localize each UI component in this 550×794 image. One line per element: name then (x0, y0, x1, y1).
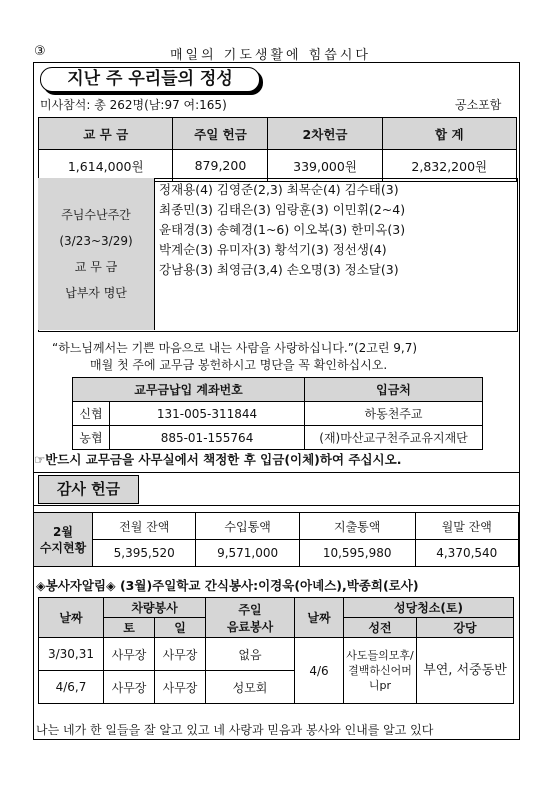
offering-header: 2차헌금 (268, 118, 382, 150)
offering-value: 339,000원 (268, 150, 382, 182)
attendance-text: 미사참석: 총 262명(남:97 여:165) (40, 98, 227, 112)
vol-date: 3/30,31 (39, 638, 104, 671)
vol-header-sun: 일 (155, 618, 206, 638)
supporters-label (38, 178, 155, 330)
payment-note: ☞반드시 교무금을 사무실에서 책정한 후 입금(이체)하여 주십시오. (34, 452, 402, 467)
supporter-name-line: 윤태경(3) 송혜경(1~6) 이오복(3) 한미옥(3) (159, 222, 406, 237)
offering-header: 주일 헌금 (173, 118, 268, 150)
vol-header-hall: 강당 (417, 618, 514, 638)
vol-header-drink (206, 598, 295, 638)
finance-month: 2월 (53, 524, 73, 539)
account-holder: 하동천주교 (305, 402, 483, 426)
account-number: 131-005-311844 (110, 402, 305, 426)
account-header: 교무금납입 계좌번호 (73, 378, 305, 402)
finance-value: 9,571,000 (196, 540, 299, 567)
vol-header-clean: 성당청소(토) (344, 598, 514, 618)
finance-value: 10,595,980 (299, 540, 415, 567)
account-number: 885-01-155764 (110, 426, 305, 450)
vol-header-date: 날짜 (39, 598, 104, 638)
supporter-name-line: 정재용(4) 김영준(2,3) 최목순(4) 김수태(3) (159, 182, 399, 197)
supporters-label-line: (3/23~3/29) (59, 234, 133, 248)
vol-sun: 사무장 (155, 638, 206, 671)
page-header-title: 매일의 기도생활에 힘씁시다 (170, 48, 371, 63)
verse-instruction: 매월 첫 주에 교무금 봉헌하시고 명단을 꼭 확인하십시오. (90, 358, 388, 372)
vol-drink: 성모회 (206, 671, 295, 704)
supporters-label-line: 납부자 명단 (65, 286, 127, 300)
finance-header: 지출통액 (299, 513, 415, 540)
vol-clean-date: 4/6 (295, 638, 344, 704)
offering-value: 2,832,200원 (382, 150, 516, 182)
section-title: 지난 주 우리들의 정성 (40, 67, 260, 92)
offering-header: 합 계 (382, 118, 516, 150)
vol-header-date2: 날짜 (295, 598, 344, 638)
vol-sun: 사무장 (155, 671, 206, 704)
footer-verse: 나는 네가 한 일들을 잘 알고 있고 네 사랑과 믿음과 봉사와 인내를 알고 있다 (36, 723, 434, 737)
offering-header: 교 무 금 (39, 118, 173, 150)
offering-value: 879,200 (173, 150, 268, 182)
bank-name: 신협 (73, 402, 110, 426)
finance-value: 5,395,520 (93, 540, 196, 567)
offering-table (38, 117, 517, 182)
offering-value: 1,614,000원 (39, 150, 173, 182)
volunteer-heading: ◈봉사자알림◈ (3월)주일학교 간식봉사:이경욱(아녜스),박종희(로사) (36, 578, 419, 593)
page-number: ③ (34, 44, 46, 59)
supporters-label-line: 주님수난주간 (61, 208, 131, 222)
account-header: 입금처 (305, 378, 483, 402)
supporter-name-line: 박계순(3) 유미자(3) 황석기(3) 정선생(4) (159, 242, 387, 257)
verse-line: “하느님께서는 기쁜 마음으로 내는 사람을 사랑하십니다.”(2고린 9,7) (52, 341, 418, 355)
account-table (72, 377, 483, 450)
attendance-note: 공소포함 (455, 98, 502, 112)
vol-header-sat: 토 (104, 618, 155, 638)
bank-name: 농협 (73, 426, 110, 450)
finance-label (34, 513, 93, 567)
finance-header: 수입통액 (196, 513, 299, 540)
vol-header-car: 차량봉사 (104, 598, 206, 618)
supporters-label-line: 교 무 금 (74, 260, 118, 274)
finance-table (33, 512, 519, 567)
thanks-offering-label: 감사 헌금 (38, 475, 139, 504)
vol-sat: 사무장 (104, 638, 155, 671)
vol-header-sanctuary: 성전 (344, 618, 417, 638)
supporter-name-line: 최종민(3) 김태은(3) 임랑훈(3) 이민휘(2~4) (159, 202, 406, 217)
account-holder: (재)마산교구천주교유지재단 (305, 426, 483, 450)
vol-clean-hall: 부연, 서중동반 (417, 638, 514, 704)
volunteer-table (38, 597, 514, 704)
finance-header: 전월 잔액 (93, 513, 196, 540)
vol-clean-sanctuary: 사도들의모후/결백하신어머니pr (344, 638, 417, 704)
vol-date: 4/6,7 (39, 671, 104, 704)
supporters-names (159, 180, 405, 280)
vol-drink: 없음 (206, 638, 295, 671)
vol-sat: 사무장 (104, 671, 155, 704)
vol-header-drink-line2: 음료봉사 (226, 619, 274, 634)
finance-value: 4,370,540 (415, 540, 518, 567)
vol-header-drink-line1: 주일 (238, 602, 262, 617)
finance-header: 월말 잔액 (415, 513, 518, 540)
finance-status-label: 수지현황 (39, 540, 87, 555)
supporter-name-line: 강남용(3) 최영금(3,4) 손오명(3) 정소달(3) (159, 262, 399, 277)
